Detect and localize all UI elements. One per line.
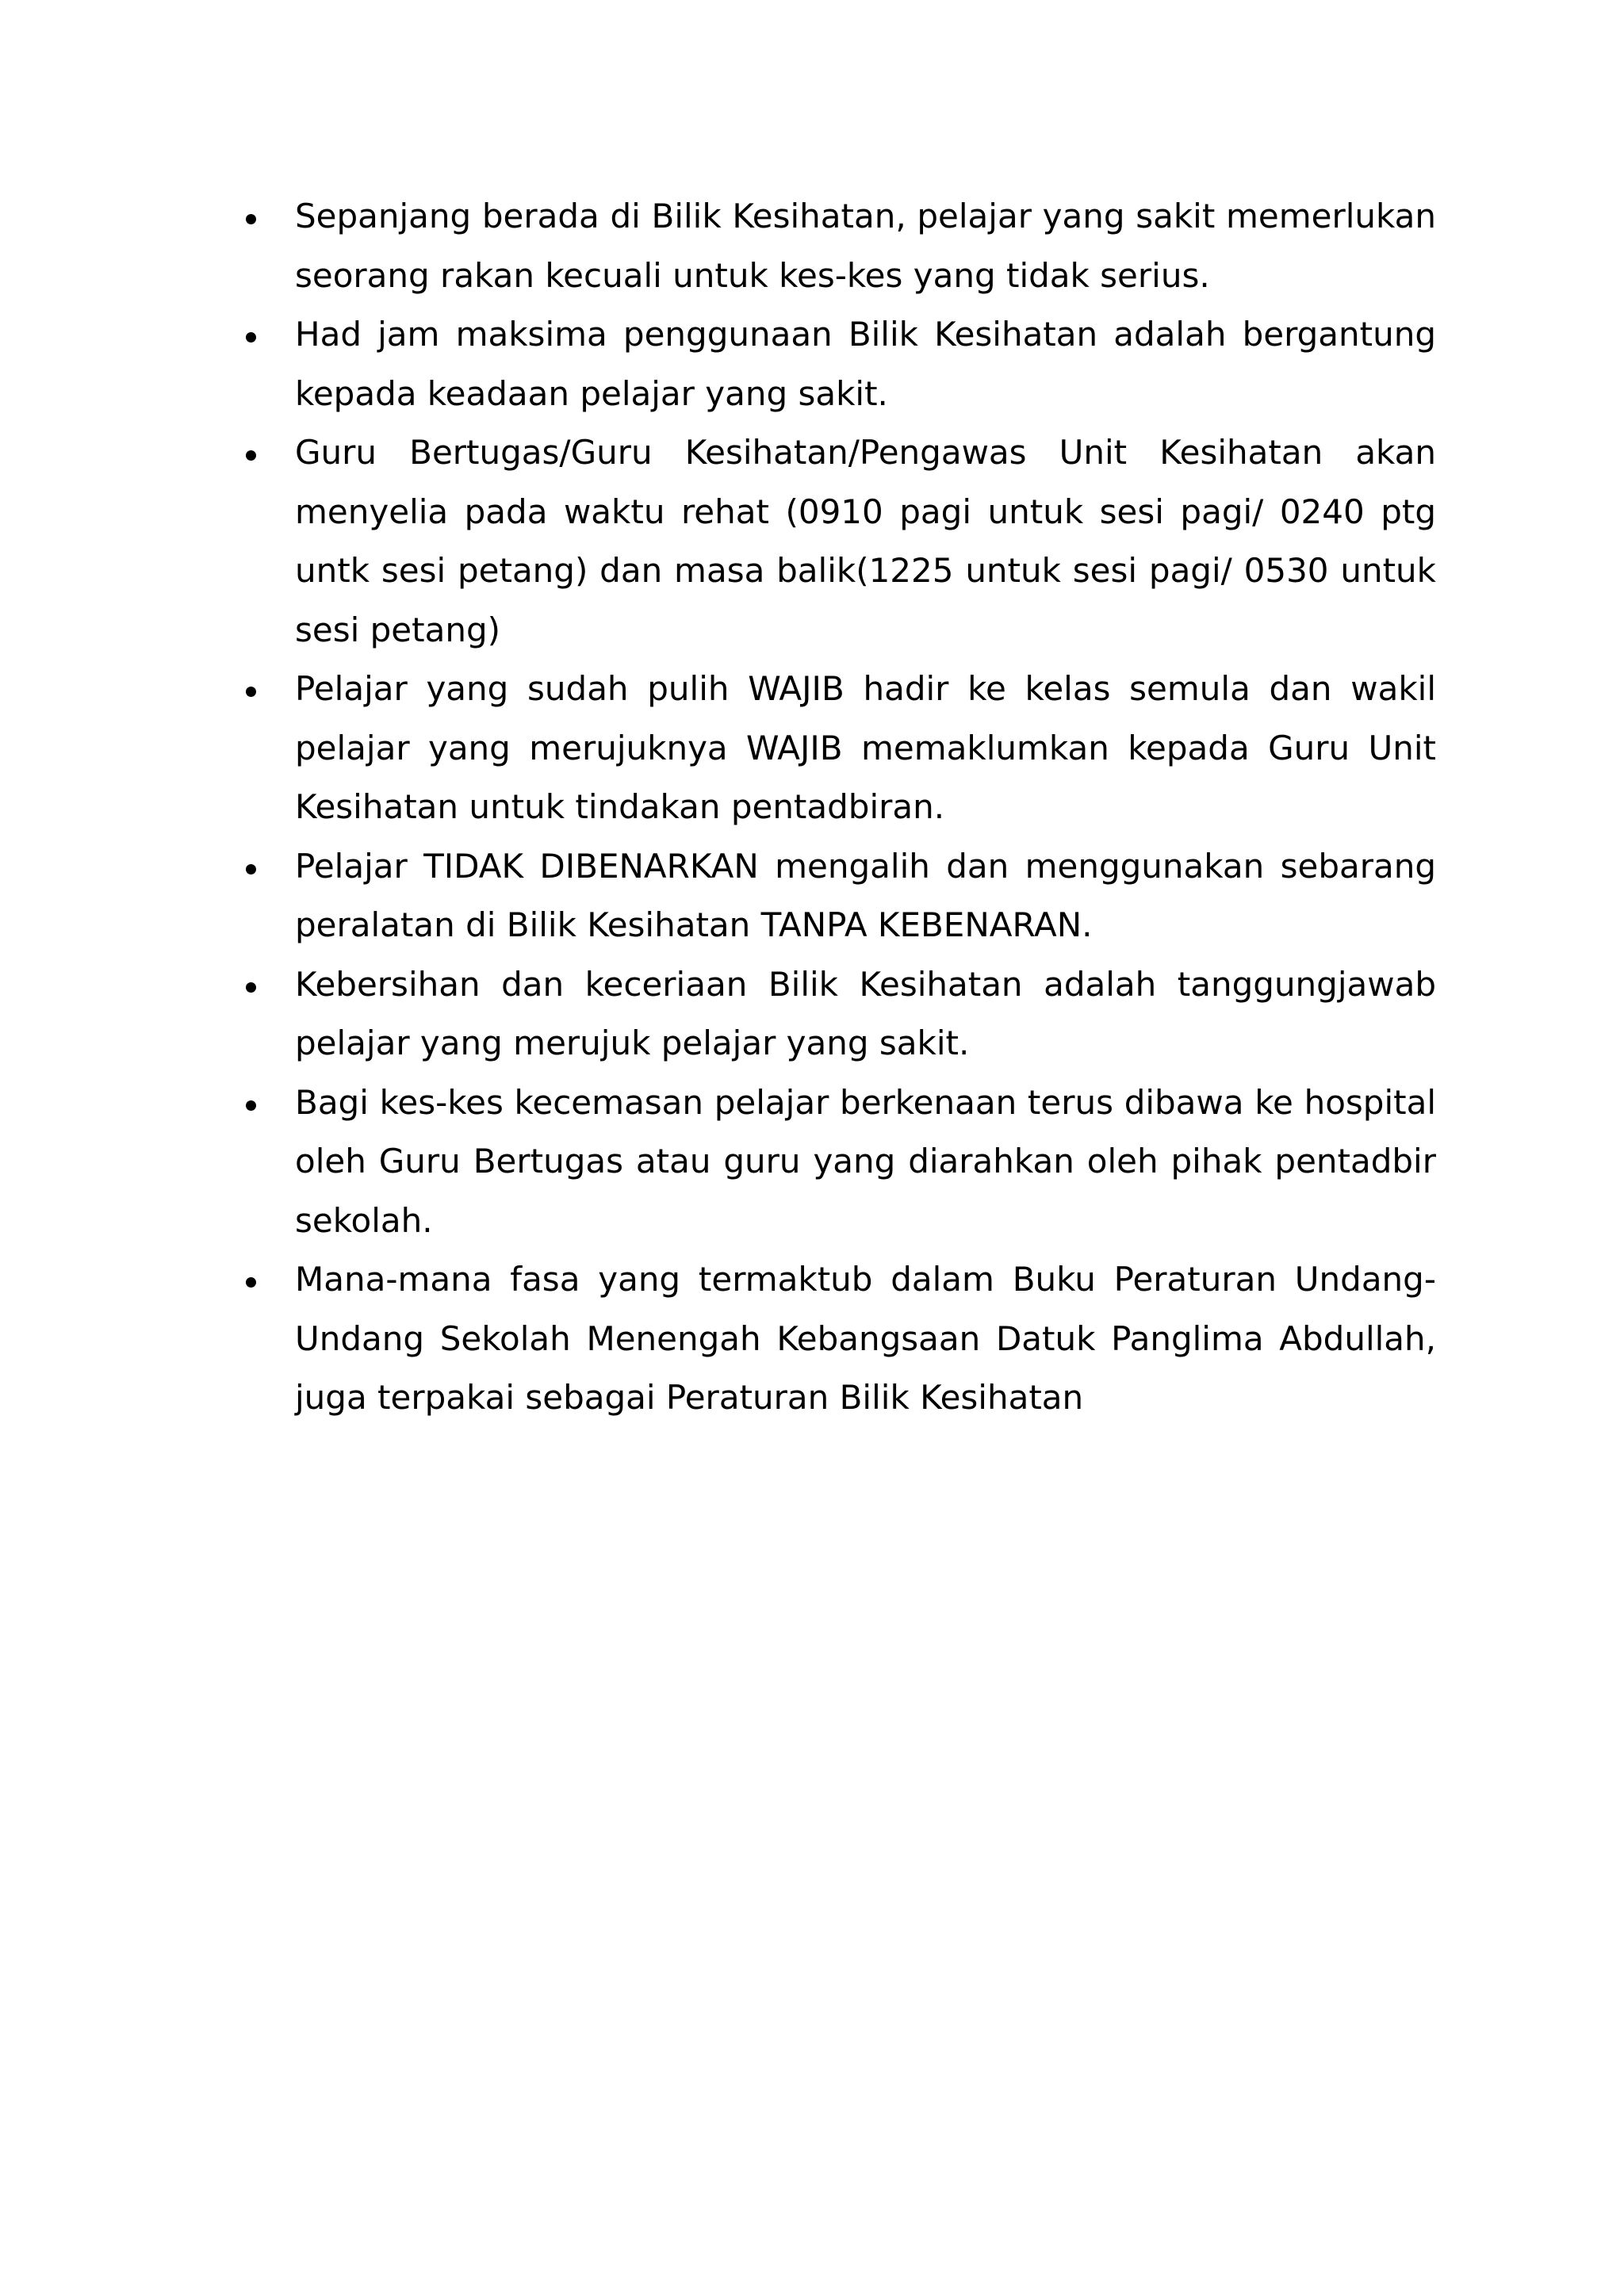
- rule-text: Bagi kes-kes kecemasan pelajar berkenaan terus dibawa ke hospital oleh Guru Bertugas atau guru yang diarahkan oleh pihak pentadbir sekolah.: [295, 1082, 1436, 1240]
- bullet-icon: [246, 450, 256, 461]
- bullet-icon: [246, 687, 256, 697]
- bullet-icon: [246, 864, 256, 874]
- rule-text: Pelajar yang sudah pulih WAJIB hadir ke kelas semula dan wakil pelajar yang merujuknya WAJIB memaklumkan kepada Guru Unit Kesihatan untuk tindakan pentadbiran.: [295, 669, 1436, 826]
- list-item: [243, 187, 1436, 305]
- rule-text: Had jam maksima penggunaan Bilik Kesihatan adalah bergantung kepada keadaan pelajar yang sakit.: [295, 315, 1436, 413]
- list-item: [243, 1250, 1436, 1428]
- rule-text: Kebersihan dan keceriaan Bilik Kesihatan adalah tanggungjawab pelajar yang merujuk pelajar yang sakit.: [295, 964, 1436, 1062]
- list-item: [243, 660, 1436, 837]
- bullet-icon: [246, 1277, 256, 1288]
- list-item: [243, 305, 1436, 423]
- bullet-icon: [246, 214, 256, 224]
- rule-text: Pelajar TIDAK DIBENARKAN mengalih dan menggunakan sebarang peralatan di Bilik Kesihatan TANPA KEBENARAN.: [295, 846, 1436, 944]
- rules-list: [243, 187, 1436, 1428]
- bullet-icon: [246, 332, 256, 342]
- list-item: [243, 837, 1436, 955]
- list-item: [243, 955, 1436, 1073]
- list-item: [243, 423, 1436, 660]
- rule-text: Sepanjang berada di Bilik Kesihatan, pelajar yang sakit memerlukan seorang rakan kecuali untuk kes-kes yang tidak serius.: [295, 197, 1436, 295]
- bullet-icon: [246, 1100, 256, 1111]
- bullet-icon: [246, 982, 256, 993]
- rule-text: Guru Bertugas/Guru Kesihatan/Pengawas Unit Kesihatan akan menyelia pada waktu rehat (0910 pagi untuk sesi pagi/ 0240 ptg untk sesi petang) dan masa balik(1225 untuk sesi pagi/ 0530 untuk sesi petang): [295, 433, 1436, 649]
- list-item: [243, 1073, 1436, 1251]
- rule-text: Mana-mana fasa yang termaktub dalam Buku Peraturan Undang-Undang Sekolah Menengah Kebangsaan Datuk Panglima Abdullah, juga terpakai sebagai Peraturan Bilik Kesihatan: [295, 1260, 1436, 1417]
